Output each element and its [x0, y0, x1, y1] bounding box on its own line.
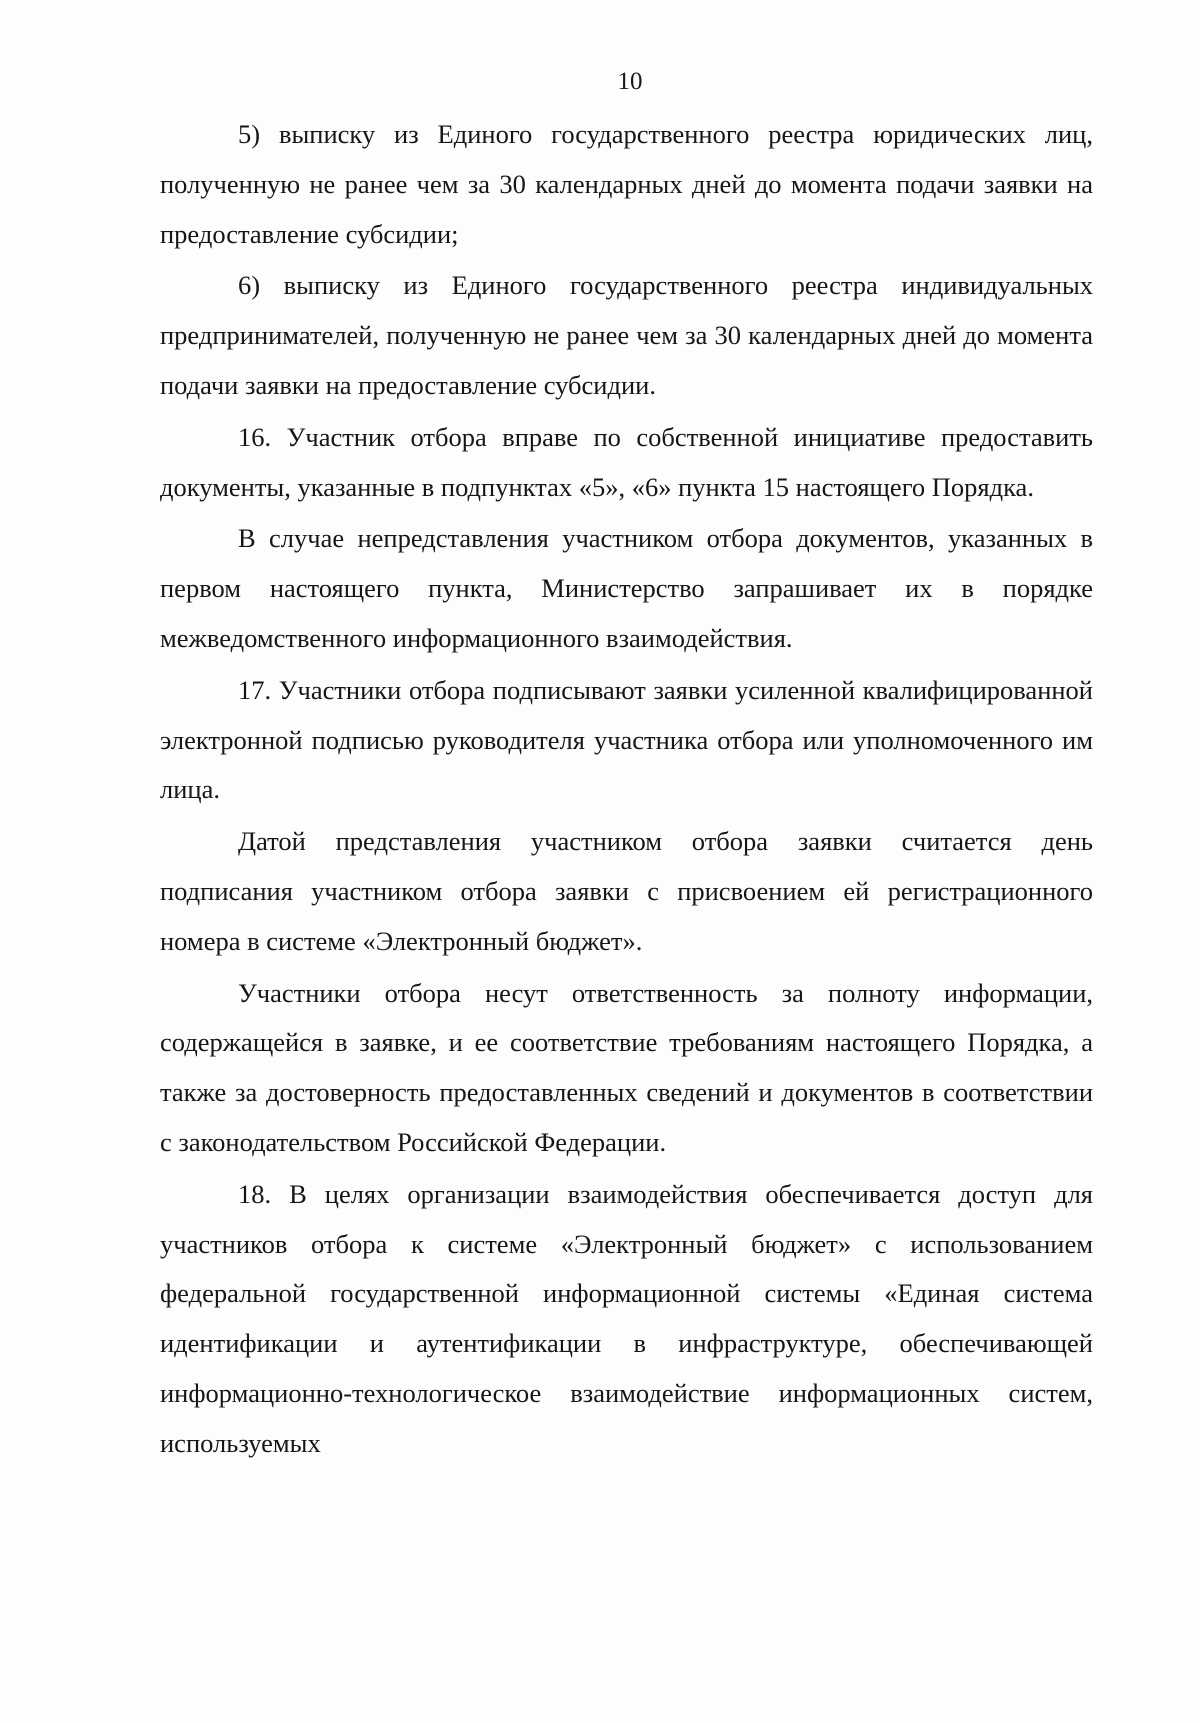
- paragraph-responsibility: Участники отбора несут ответственность за полноту информации, содержащейся в заявке, и ее соответствие требованиям настоящего Порядка, а также за достоверность предоставленных сведений и документов в соответствии с законодательством Российской Федерации.: [160, 977, 1093, 1157]
- paragraph-clause-16-note: В случае непредставления участником отбора документов, указанных в первом настоящего пункта, Министерство запрашивает их в порядке межведомственного информационного взаимодействия.: [160, 523, 1093, 653]
- page-number: 10: [617, 68, 643, 95]
- paragraph-item-5: 5) выписку из Единого государственного реестра юридических лиц, полученную не ранее чем за 30 календарных дней до момента подачи заявки на предоставление субсидии;: [160, 119, 1093, 249]
- document-body: [160, 110, 1093, 1469]
- paragraph-submission-date: Датой представления участником отбора заявки считается день подписания участником отбора заявки с присвоением ей регистрационного номера в системе «Электронный бюджет».: [160, 826, 1093, 956]
- paragraph-clause-17: 17. Участники отбора подписывают заявки усиленной квалифицированной электронной подписью руководителя участника отбора или уполномоченного им лица.: [160, 674, 1093, 805]
- paragraph-item-6: 6) выписку из Единого государственного реестра индивидуальных предпринимателей, полученную не ранее чем за 30 календарных дней до момента подачи заявки на предоставление субсидии.: [160, 270, 1093, 400]
- paragraph-clause-16: 16. Участник отбора вправе по собственной инициативе предоставить документы, указанные в подпунктах «5», «6» пункта 15 настоящего Порядка.: [160, 421, 1093, 502]
- paragraph-clause-18: 18. В целях организации взаимодействия обеспечивается доступ для участников отбора к системе «Электронный бюджет» с использованием федеральной государственной информационной системы «Единая система идентификации и аутентификации в инфраструктуре, обеспечивающей информационно-технологическое взаимодействие информационных систем, используемых: [160, 1178, 1093, 1458]
